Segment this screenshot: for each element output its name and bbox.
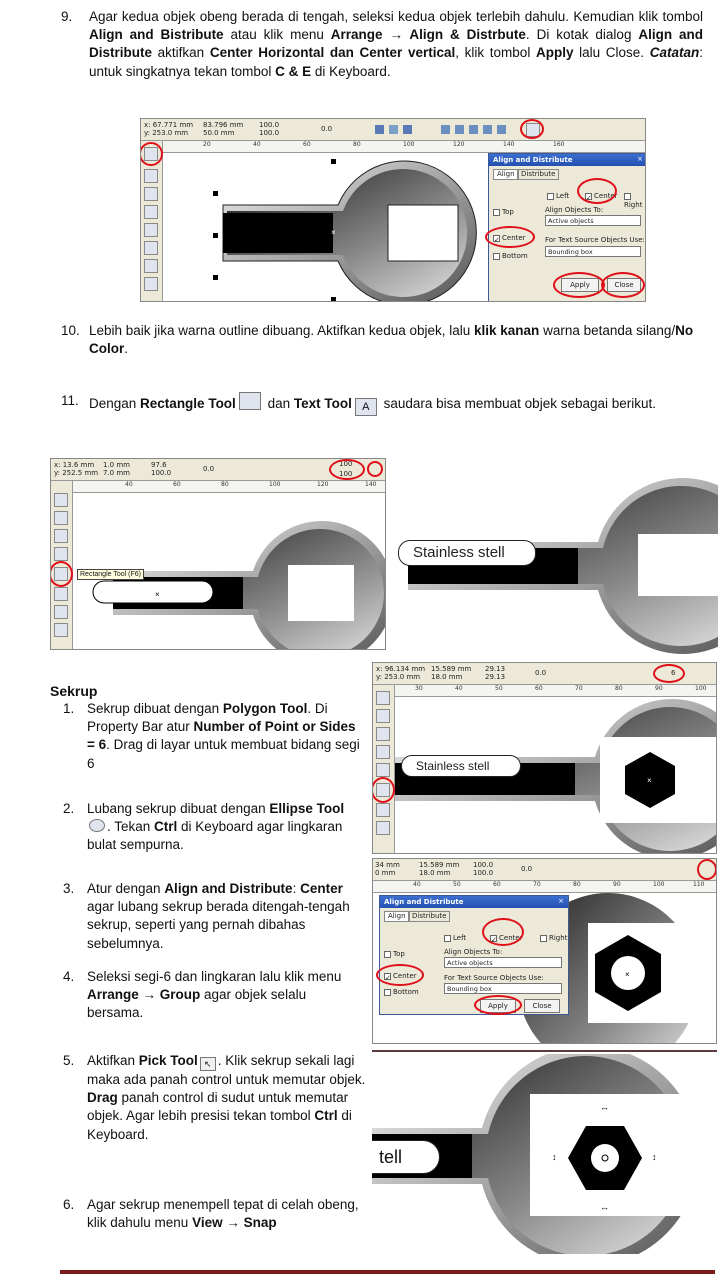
- selection-handle[interactable]: [213, 191, 218, 196]
- polygon-tool-icon[interactable]: [54, 605, 68, 619]
- height-field: 50.0 mm: [203, 129, 235, 137]
- svg-text:×: ×: [625, 970, 630, 979]
- step-text: Lebih baik jika warna outline dibuang. Aktifkan kedua objek, lalu klik kanan warna betanda silang/No Color.: [89, 323, 694, 357]
- selection-handle[interactable]: [213, 233, 218, 238]
- property-bar: 34 mm 0 mm 15.589 mm 18.0 mm 100.0 100.0 0.0: [373, 859, 716, 881]
- apply-button[interactable]: Apply: [480, 999, 516, 1013]
- section-title: Sekrup: [50, 683, 98, 699]
- polygon-tool-icon[interactable]: [144, 277, 158, 291]
- svg-text:×: ×: [155, 590, 160, 599]
- highlight-circle: [474, 995, 522, 1015]
- pick-tool-icon: ↖: [200, 1057, 216, 1071]
- highlight-circle: [140, 142, 163, 166]
- property-bar-icons: [371, 122, 521, 138]
- bottom-option[interactable]: Bottom: [493, 252, 528, 261]
- highlight-circle: [601, 272, 645, 298]
- property-bar: [141, 119, 645, 141]
- close-button[interactable]: Close: [524, 999, 560, 1013]
- zoom-tool-icon[interactable]: [54, 529, 68, 543]
- dialog-title: Align and Distribute: [489, 154, 645, 166]
- highlight-circle: [577, 178, 617, 204]
- svg-text:↔: ↔: [600, 1102, 609, 1112]
- center-v-option[interactable]: ✓ Center: [494, 234, 526, 244]
- selection-handle[interactable]: [213, 275, 218, 280]
- highlight-circle: [329, 459, 365, 480]
- smart-fill-icon[interactable]: [144, 223, 158, 237]
- tab-align[interactable]: Align: [384, 911, 410, 922]
- left-option[interactable]: Left: [547, 192, 569, 201]
- text-tool-icon[interactable]: [376, 821, 390, 835]
- page-footer-rule: [60, 1270, 715, 1274]
- close-button[interactable]: Close: [607, 278, 641, 292]
- step-number: 9.: [61, 9, 73, 24]
- right-option[interactable]: Right: [540, 934, 567, 943]
- screenshot-rotate-screw: [372, 1054, 717, 1254]
- screenshot-align-distribute: [140, 118, 646, 302]
- selection-handle[interactable]: [331, 159, 336, 164]
- zoom-tool-icon[interactable]: [376, 727, 390, 741]
- y-field: y: 253.0 mm: [144, 129, 189, 137]
- ellipse-tool-icon: [89, 819, 105, 832]
- screenshot-rectangle-tool: [50, 458, 386, 650]
- rectangle-tool-icon: [239, 392, 261, 410]
- center-h-option[interactable]: ✓ Center: [586, 192, 618, 202]
- highlight-circle: [653, 664, 685, 683]
- text-source-select[interactable]: Bounding box: [545, 246, 641, 257]
- step-number: 10.: [61, 323, 80, 338]
- highlight-circle: [367, 461, 383, 477]
- horizontal-ruler: 40 50 60 70 80 90 100 110: [373, 881, 716, 893]
- shape-tool-icon[interactable]: [376, 709, 390, 723]
- svg-text:×: ×: [647, 776, 652, 785]
- align-distribute-dialog: [488, 153, 646, 302]
- wrench-with-label: [398, 472, 718, 654]
- center-h-option[interactable]: ✓ Center: [491, 934, 523, 944]
- text-source-label: For Text Source Objects Use:: [545, 236, 645, 244]
- sekrup-step-5: 5. Aktifkan Pick Tool ↖ . Klik sekrup sekali lagi maka ada panah control untuk memutar objek. Drag panah control di sudut untuk memutar objek. Agar lebih presisi tekan tombol Ctrl di Keyboard.: [63, 1053, 366, 1142]
- pick-tool-icon[interactable]: [54, 493, 68, 507]
- top-option[interactable]: Top: [493, 208, 514, 217]
- text-source-label: For Text Source Objects Use:: [444, 974, 544, 982]
- ellipse-tool-icon[interactable]: [54, 587, 68, 601]
- horizontal-ruler: 40 60 80 100 120 140: [73, 481, 385, 493]
- angle-field: 0.0: [321, 125, 333, 133]
- top-option[interactable]: Top: [384, 950, 405, 959]
- step-number: 11.: [61, 393, 79, 408]
- align-to-select[interactable]: Active objects: [444, 957, 562, 968]
- text-source-select[interactable]: Bounding box: [444, 983, 562, 994]
- highlight-circle: [50, 561, 73, 587]
- align-to-label: Align Objects To:: [444, 948, 503, 956]
- step-text: Dengan Rectangle Tool dan Text Tool A saudara bisa membuat objek sebagai berikut.: [89, 392, 703, 416]
- sekrup-step-3: 3. Atur dengan Align and Distribute: Center agar lubang sekrup berada ditengah-tengah sekrup, seperti yang pernah dibahas sebelumnya.: [63, 881, 350, 951]
- svg-text:↔: ↔: [600, 1202, 609, 1212]
- step-9: [63, 8, 703, 81]
- highlight-circle: [697, 859, 717, 880]
- toolbar-icons: [371, 122, 521, 138]
- selection-handle[interactable]: [331, 297, 336, 302]
- close-icon[interactable]: ×: [637, 155, 643, 163]
- highlight-circle: [376, 964, 424, 986]
- property-bar: x: 96.134 mm y: 253.0 mm 15.589 mm 18.0 mm 29.13 29.13 0.0 6: [373, 663, 716, 685]
- horizontal-ruler: 20 40 60 80 100 120 140 160: [163, 141, 645, 153]
- svg-text:↕: ↕: [552, 1152, 557, 1162]
- toolbox: [51, 481, 73, 649]
- shape-tool-icon[interactable]: [54, 511, 68, 525]
- align-to-select[interactable]: Active objects: [545, 215, 641, 226]
- wrench-drawing: [163, 153, 488, 302]
- stainless-label: Stainless stell: [398, 540, 536, 566]
- step-10: [63, 322, 703, 358]
- scale-y-field: 100.0: [259, 129, 280, 137]
- screenshot-align-center: [372, 858, 717, 1044]
- text-tool-icon[interactable]: [54, 623, 68, 637]
- tab-distribute[interactable]: Distribute: [517, 169, 559, 180]
- pick-tool-icon[interactable]: [376, 691, 390, 705]
- rectangle-tool-icon[interactable]: [376, 763, 390, 777]
- text-tool-icon: A: [355, 398, 377, 416]
- highlight-circle: [372, 777, 395, 803]
- freehand-tool-icon[interactable]: [144, 205, 158, 219]
- tooltip: Rectangle Tool (F6): [77, 569, 144, 580]
- shape-tool-icon[interactable]: [144, 169, 158, 183]
- x-field: x: 67.771 mm: [144, 121, 194, 129]
- drawing-canvas[interactable]: [73, 493, 386, 650]
- width-field: 83.796 mm: [203, 121, 244, 129]
- ellipse-tool-icon[interactable]: [376, 803, 390, 817]
- highlight-circle: [553, 272, 605, 298]
- sekrup-step-1: 1. Sekrup dibuat dengan Polygon Tool. Di Property Bar atur Number of Point or Sides = 6. Drag di layar untuk membuat bidang segi 6: [63, 701, 360, 771]
- center-v-option[interactable]: ✓ Center: [385, 972, 417, 982]
- zoom-tool-icon[interactable]: [144, 187, 158, 201]
- screenshot-polygon-tool: [372, 662, 717, 854]
- tab-align[interactable]: Align: [493, 169, 519, 180]
- scale-x-field: 100.0: [259, 121, 280, 129]
- highlight-circle: [485, 226, 535, 248]
- property-bar: x: 13.6 mm y: 252.5 mm 1.0 mm 7.0 mm 97.6 100.0 0.0 100 100: [51, 459, 385, 481]
- close-icon[interactable]: ×: [558, 897, 564, 905]
- highlight-circle: [520, 119, 544, 139]
- apply-button[interactable]: Apply: [561, 278, 599, 292]
- align-to-label: Align Objects To:: [545, 206, 604, 214]
- step-11: [63, 392, 703, 416]
- drawing-canvas[interactable]: [395, 697, 717, 854]
- sides-field: 6: [671, 669, 676, 677]
- left-option[interactable]: Left: [444, 934, 466, 943]
- divider: [372, 1050, 717, 1052]
- stainless-label-cropped: tell: [372, 1140, 440, 1174]
- freehand-tool-icon[interactable]: [54, 547, 68, 561]
- toolbox: [373, 685, 395, 853]
- sekrup-step-2: 2. Lubang sekrup dibuat dengan Ellipse Tool. Tekan Ctrl di Keyboard agar lingkaran bulat sempurna.: [63, 801, 345, 853]
- toolbox: [141, 141, 163, 301]
- drawing-canvas[interactable]: [163, 153, 488, 302]
- highlight-circle: [482, 918, 524, 946]
- freehand-tool-icon[interactable]: [376, 745, 390, 759]
- rectangle-tool-icon[interactable]: [144, 241, 158, 255]
- horizontal-ruler: 30 40 50 60 70 80 90 100: [395, 685, 716, 697]
- svg-text:×: ×: [331, 228, 336, 237]
- tab-distribute[interactable]: Distribute: [408, 911, 450, 922]
- sekrup-step-6: 6. Agar sekrup menempell tepat di celah obeng, klik dahulu menu View → Snap: [63, 1197, 359, 1231]
- step-text: Agar kedua objek obeng berada di tengah, seleksi kedua objek terlebih dahulu. Kemudian klik tombol Align and Bistribute atau klik menu Arrange → Align & Distrbute. Di kotak dialog Align and Distribute aktifkan Center Horizontal dan Center vertical, klik tombol Apply lalu Close. Catatan: untuk singkatnya tekan tombol C & E di Keyboard.: [89, 9, 704, 79]
- sekrup-step-4: 4. Seleksi segi-6 dan lingkaran lalu klik menu Arrange → Group agar objek selalu bersama.: [63, 969, 342, 1021]
- right-option[interactable]: Right: [624, 192, 645, 211]
- ellipse-tool-icon[interactable]: [144, 259, 158, 273]
- align-distribute-dialog: [379, 895, 569, 1015]
- dialog-title: Align and Distribute: [380, 896, 568, 908]
- bottom-option[interactable]: Bottom: [384, 988, 419, 997]
- svg-text:↕: ↕: [652, 1152, 657, 1162]
- stainless-label: Stainless stell: [401, 755, 521, 777]
